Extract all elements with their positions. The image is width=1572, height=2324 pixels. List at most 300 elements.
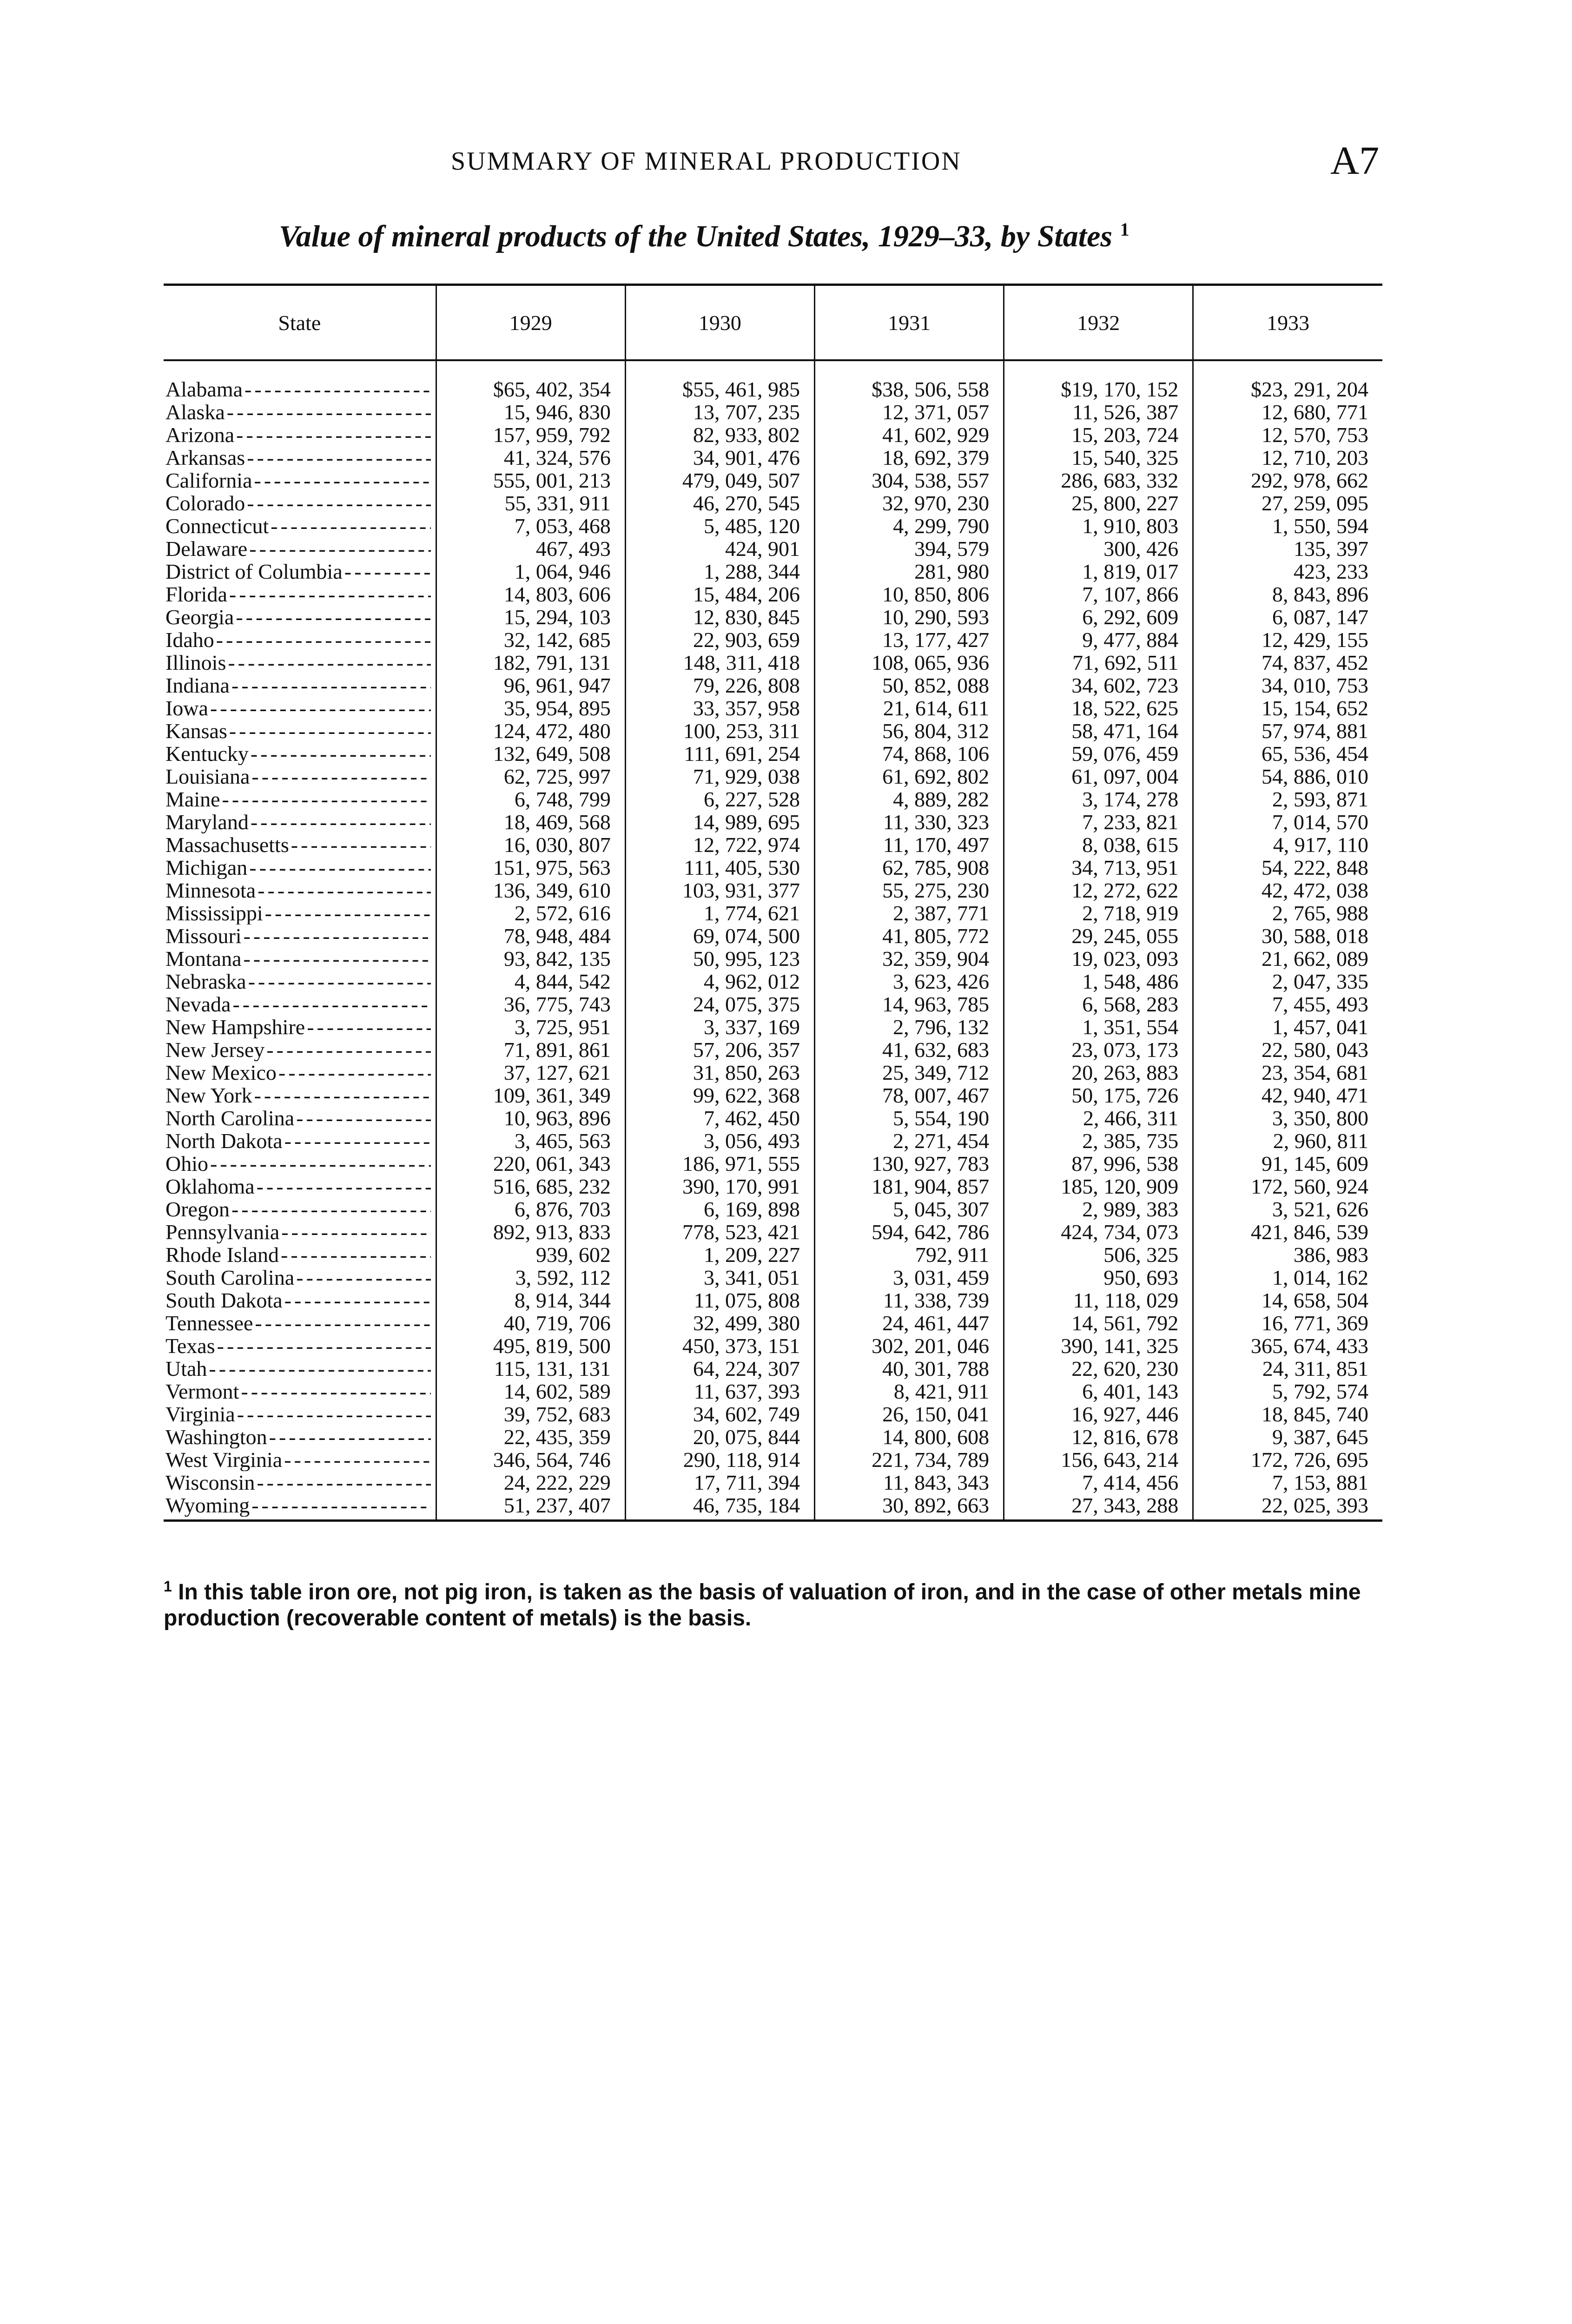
value-cell-1933: 14, 658, 504 (1193, 1289, 1382, 1312)
table-row (164, 537, 1382, 560)
value-cell-1933: 292, 978, 662 (1193, 469, 1382, 492)
column-header-1932: 1932 (1004, 285, 1193, 361)
table-row (164, 720, 1382, 742)
value-cell-1931: 4, 299, 790 (815, 515, 1004, 537)
value-cell-1932: 6, 401, 143 (1004, 1380, 1193, 1403)
state-cell (164, 1380, 436, 1403)
value-cell-1933: 386, 983 (1193, 1243, 1382, 1266)
state-cell (164, 360, 436, 401)
value-cell-1933: 42, 472, 038 (1193, 879, 1382, 902)
value-cell-1931: 302, 201, 046 (815, 1334, 1004, 1357)
value-cell-1931: 41, 602, 929 (815, 423, 1004, 446)
state-cell (164, 1334, 436, 1357)
table-row (164, 1152, 1382, 1175)
column-header-1930: 1930 (625, 285, 814, 361)
state-name: Minnesota (165, 879, 256, 902)
table-body (164, 360, 1382, 1521)
table-container (164, 284, 1382, 1522)
value-cell-1933: 135, 397 (1193, 537, 1382, 560)
footnote-reference: 1 (1120, 219, 1129, 240)
table-row (164, 924, 1382, 947)
table-row (164, 970, 1382, 993)
value-cell-1933: 423, 233 (1193, 560, 1382, 583)
table-row (164, 1312, 1382, 1334)
state-name: Tennessee (165, 1312, 253, 1334)
value-cell-1930: 1, 288, 344 (625, 560, 814, 583)
value-cell-1930: 6, 227, 528 (625, 788, 814, 811)
state-cell (164, 469, 436, 492)
state-cell (164, 879, 436, 902)
value-cell-1932: 27, 343, 288 (1004, 1494, 1193, 1521)
value-cell-1933: 1, 014, 162 (1193, 1266, 1382, 1289)
value-cell-1931: 5, 554, 190 (815, 1107, 1004, 1129)
value-cell-1932: 11, 118, 029 (1004, 1289, 1193, 1312)
value-cell-1932: 34, 602, 723 (1004, 674, 1193, 697)
state-name: Kentucky (165, 742, 249, 765)
value-cell-1933: 3, 521, 626 (1193, 1198, 1382, 1221)
state-name: District of Columbia (165, 560, 343, 583)
value-cell-1932: 2, 466, 311 (1004, 1107, 1193, 1129)
value-cell-1930: 14, 989, 695 (625, 811, 814, 833)
dot-leader (236, 423, 431, 446)
state-name: Illinois (165, 651, 226, 674)
value-cell-1929: 32, 142, 685 (436, 628, 625, 651)
value-cell-1929: 8, 914, 344 (436, 1289, 625, 1312)
value-cell-1929: 2, 572, 616 (436, 902, 625, 924)
value-cell-1931: 3, 031, 459 (815, 1266, 1004, 1289)
value-cell-1932: 25, 800, 227 (1004, 492, 1193, 515)
value-cell-1932: 7, 233, 821 (1004, 811, 1193, 833)
mineral-value-table (164, 284, 1382, 1522)
value-cell-1929: 15, 946, 830 (436, 401, 625, 423)
value-cell-1929: 555, 001, 213 (436, 469, 625, 492)
value-cell-1932: 1, 910, 803 (1004, 515, 1193, 537)
value-cell-1932: 286, 683, 332 (1004, 469, 1193, 492)
state-cell (164, 947, 436, 970)
state-name: Connecticut (165, 515, 269, 537)
value-cell-1929: 115, 131, 131 (436, 1357, 625, 1380)
value-cell-1933: 12, 710, 203 (1193, 446, 1382, 469)
value-cell-1932: 12, 272, 622 (1004, 879, 1193, 902)
table-title (279, 218, 1129, 254)
value-cell-1930: 34, 901, 476 (625, 446, 814, 469)
value-cell-1933: 57, 974, 881 (1193, 720, 1382, 742)
state-cell (164, 833, 436, 856)
value-cell-1932: 9, 477, 884 (1004, 628, 1193, 651)
value-cell-1929: 136, 349, 610 (436, 879, 625, 902)
value-cell-1930: 100, 253, 311 (625, 720, 814, 742)
state-name: Colorado (165, 492, 245, 515)
value-cell-1933: 12, 570, 753 (1193, 423, 1382, 446)
state-cell (164, 1243, 436, 1266)
value-cell-1932: 15, 540, 325 (1004, 446, 1193, 469)
value-cell-1929: 55, 331, 911 (436, 492, 625, 515)
value-cell-1931: 10, 290, 593 (815, 606, 1004, 628)
value-cell-1930: 33, 357, 958 (625, 697, 814, 720)
dot-leader (210, 697, 431, 720)
value-cell-1933: 1, 457, 041 (1193, 1016, 1382, 1038)
dot-leader (271, 515, 430, 537)
value-cell-1930: 11, 637, 393 (625, 1380, 814, 1403)
value-cell-1931: $38, 506, 558 (815, 360, 1004, 401)
value-cell-1929: 36, 775, 743 (436, 993, 625, 1016)
dot-leader (249, 537, 431, 560)
state-name: Delaware (165, 537, 248, 560)
dot-leader (248, 970, 431, 993)
value-cell-1929: 892, 913, 833 (436, 1221, 625, 1243)
value-cell-1931: 3, 623, 426 (815, 970, 1004, 993)
value-cell-1929: 62, 725, 997 (436, 765, 625, 788)
value-cell-1930: 1, 209, 227 (625, 1243, 814, 1266)
value-cell-1932: 7, 107, 866 (1004, 583, 1193, 606)
value-cell-1933: 22, 025, 393 (1193, 1494, 1382, 1521)
value-cell-1931: 181, 904, 857 (815, 1175, 1004, 1198)
value-cell-1929: 24, 222, 229 (436, 1471, 625, 1494)
value-cell-1930: 186, 971, 555 (625, 1152, 814, 1175)
value-cell-1932: 424, 734, 073 (1004, 1221, 1193, 1243)
state-cell (164, 1107, 436, 1129)
value-cell-1931: 32, 359, 904 (815, 947, 1004, 970)
state-cell (164, 970, 436, 993)
state-name: Vermont (165, 1380, 239, 1403)
table-row (164, 1494, 1382, 1521)
value-cell-1932: 12, 816, 678 (1004, 1426, 1193, 1448)
value-cell-1929: 3, 592, 112 (436, 1266, 625, 1289)
column-header-1933: 1933 (1193, 285, 1382, 361)
value-cell-1931: 30, 892, 663 (815, 1494, 1004, 1521)
state-name: New York (165, 1084, 252, 1107)
table-row (164, 515, 1382, 537)
value-cell-1931: 41, 805, 772 (815, 924, 1004, 947)
value-cell-1931: 2, 796, 132 (815, 1016, 1004, 1038)
dot-leader (251, 742, 431, 765)
state-cell (164, 1471, 436, 1494)
table-row (164, 1448, 1382, 1471)
state-cell (164, 1312, 436, 1334)
value-cell-1929: 132, 649, 508 (436, 742, 625, 765)
dot-leader (232, 993, 430, 1016)
state-cell (164, 446, 436, 469)
dot-leader (269, 1426, 431, 1448)
value-cell-1930: 111, 691, 254 (625, 742, 814, 765)
value-cell-1933: 2, 765, 988 (1193, 902, 1382, 924)
value-cell-1931: 2, 387, 771 (815, 902, 1004, 924)
table-title-text: Value of mineral products of the United States, 1929–33, by States (279, 219, 1113, 253)
state-cell (164, 1016, 436, 1038)
value-cell-1932: 87, 996, 538 (1004, 1152, 1193, 1175)
state-name: North Dakota (165, 1129, 283, 1152)
value-cell-1930: 32, 499, 380 (625, 1312, 814, 1334)
state-name: Montana (165, 947, 242, 970)
value-cell-1933: 21, 662, 089 (1193, 947, 1382, 970)
state-cell (164, 537, 436, 560)
value-cell-1931: 594, 642, 786 (815, 1221, 1004, 1243)
value-cell-1933: 2, 047, 335 (1193, 970, 1382, 993)
value-cell-1930: 12, 722, 974 (625, 833, 814, 856)
state-name: Wisconsin (165, 1471, 255, 1494)
table-row (164, 651, 1382, 674)
dot-leader (237, 1403, 431, 1426)
value-cell-1933: 16, 771, 369 (1193, 1312, 1382, 1334)
state-cell (164, 1266, 436, 1289)
value-cell-1932: 3, 174, 278 (1004, 788, 1193, 811)
state-cell (164, 515, 436, 537)
value-cell-1929: 157, 959, 792 (436, 423, 625, 446)
state-cell (164, 1038, 436, 1061)
value-cell-1929: 467, 493 (436, 537, 625, 560)
state-cell (164, 993, 436, 1016)
value-cell-1930: 22, 903, 659 (625, 628, 814, 651)
value-cell-1929: 96, 961, 947 (436, 674, 625, 697)
state-name: Arizona (165, 423, 235, 446)
value-cell-1929: 124, 472, 480 (436, 720, 625, 742)
table-row (164, 993, 1382, 1016)
value-cell-1931: 50, 852, 088 (815, 674, 1004, 697)
value-cell-1929: 40, 719, 706 (436, 1312, 625, 1334)
state-name: Idaho (165, 628, 214, 651)
table-row (164, 742, 1382, 765)
value-cell-1930: 57, 206, 357 (625, 1038, 814, 1061)
value-cell-1929: 3, 725, 951 (436, 1016, 625, 1038)
state-cell (164, 1403, 436, 1426)
value-cell-1933: 34, 010, 753 (1193, 674, 1382, 697)
dot-leader (229, 720, 431, 742)
value-cell-1931: 24, 461, 447 (815, 1312, 1004, 1334)
state-name: Georgia (165, 606, 234, 628)
value-cell-1933: 6, 087, 147 (1193, 606, 1382, 628)
state-cell (164, 1289, 436, 1312)
value-cell-1931: 62, 785, 908 (815, 856, 1004, 879)
value-cell-1929: 41, 324, 576 (436, 446, 625, 469)
state-name: Oklahoma (165, 1175, 255, 1198)
dot-leader (209, 1357, 430, 1380)
value-cell-1932: $19, 170, 152 (1004, 360, 1193, 401)
value-cell-1930: 148, 311, 418 (625, 651, 814, 674)
value-cell-1931: 12, 371, 057 (815, 401, 1004, 423)
state-name: Mississippi (165, 902, 263, 924)
state-name: North Carolina (165, 1107, 295, 1129)
value-cell-1932: 71, 692, 511 (1004, 651, 1193, 674)
state-name: Texas (165, 1334, 215, 1357)
value-cell-1932: 29, 245, 055 (1004, 924, 1193, 947)
table-row (164, 1198, 1382, 1221)
value-cell-1929: 14, 803, 606 (436, 583, 625, 606)
value-cell-1929: 78, 948, 484 (436, 924, 625, 947)
value-cell-1930: 71, 929, 038 (625, 765, 814, 788)
value-cell-1932: 506, 325 (1004, 1243, 1193, 1266)
dot-leader (236, 606, 430, 628)
table-row (164, 1084, 1382, 1107)
value-cell-1932: 1, 548, 486 (1004, 970, 1193, 993)
running-head: SUMMARY OF MINERAL PRODUCTION (451, 147, 962, 176)
dot-leader (255, 1312, 430, 1334)
value-cell-1932: 59, 076, 459 (1004, 742, 1193, 765)
state-cell (164, 628, 436, 651)
state-name: Michigan (165, 856, 248, 879)
value-cell-1933: 2, 593, 871 (1193, 788, 1382, 811)
value-cell-1933: 65, 536, 454 (1193, 742, 1382, 765)
value-cell-1933: 172, 560, 924 (1193, 1175, 1382, 1198)
state-name: New Hampshire (165, 1016, 305, 1038)
state-name: California (165, 469, 252, 492)
dot-leader (247, 492, 431, 515)
table-row (164, 1357, 1382, 1380)
table-row (164, 765, 1382, 788)
state-cell (164, 1084, 436, 1107)
state-cell (164, 1448, 436, 1471)
footnote-mark: 1 (164, 1578, 172, 1595)
value-cell-1931: 25, 349, 712 (815, 1061, 1004, 1084)
table-row (164, 560, 1382, 583)
dot-leader (258, 879, 431, 902)
table-row (164, 1243, 1382, 1266)
state-name: Indiana (165, 674, 230, 697)
value-cell-1929: 109, 361, 349 (436, 1084, 625, 1107)
value-cell-1931: 14, 963, 785 (815, 993, 1004, 1016)
state-name: New Jersey (165, 1038, 265, 1061)
dot-leader (231, 1198, 431, 1221)
value-cell-1932: 2, 385, 735 (1004, 1129, 1193, 1152)
value-cell-1931: 394, 579 (815, 537, 1004, 560)
value-cell-1930: 111, 405, 530 (625, 856, 814, 879)
table-row (164, 1175, 1382, 1198)
state-name: Oregon (165, 1198, 230, 1221)
value-cell-1932: 7, 414, 456 (1004, 1471, 1193, 1494)
table-row (164, 401, 1382, 423)
value-cell-1933: 54, 886, 010 (1193, 765, 1382, 788)
state-name: Wyoming (165, 1494, 250, 1517)
state-name: Louisiana (165, 765, 250, 788)
dot-leader (251, 1494, 431, 1517)
value-cell-1933: $23, 291, 204 (1193, 360, 1382, 401)
value-cell-1930: 103, 931, 377 (625, 879, 814, 902)
state-name: Iowa (165, 697, 208, 720)
value-cell-1930: 11, 075, 808 (625, 1289, 814, 1312)
table-row (164, 1061, 1382, 1084)
value-cell-1932: 23, 073, 173 (1004, 1038, 1193, 1061)
state-cell (164, 492, 436, 515)
value-cell-1932: 8, 038, 615 (1004, 833, 1193, 856)
value-cell-1931: 61, 692, 802 (815, 765, 1004, 788)
state-name: Nevada (165, 993, 231, 1016)
value-cell-1931: 2, 271, 454 (815, 1129, 1004, 1152)
value-cell-1932: 15, 203, 724 (1004, 423, 1193, 446)
value-cell-1931: 221, 734, 789 (815, 1448, 1004, 1471)
state-cell (164, 423, 436, 446)
value-cell-1929: 516, 685, 232 (436, 1175, 625, 1198)
table-row (164, 1129, 1382, 1152)
dot-leader (231, 674, 431, 697)
column-header-state: State (164, 285, 436, 361)
value-cell-1931: 11, 338, 739 (815, 1289, 1004, 1312)
dot-leader (344, 560, 431, 583)
state-name: Pennsylvania (165, 1221, 280, 1243)
value-cell-1931: 26, 150, 041 (815, 1403, 1004, 1426)
value-cell-1932: 14, 561, 792 (1004, 1312, 1193, 1334)
dot-leader (228, 651, 430, 674)
state-cell (164, 674, 436, 697)
value-cell-1932: 61, 097, 004 (1004, 765, 1193, 788)
table-row (164, 583, 1382, 606)
value-cell-1930: 17, 711, 394 (625, 1471, 814, 1494)
value-cell-1931: 130, 927, 783 (815, 1152, 1004, 1175)
value-cell-1931: 11, 170, 497 (815, 833, 1004, 856)
value-cell-1931: 4, 889, 282 (815, 788, 1004, 811)
dot-leader (227, 401, 431, 423)
table-row (164, 469, 1382, 492)
table-row (164, 1221, 1382, 1243)
table-row (164, 1334, 1382, 1357)
table-row (164, 606, 1382, 628)
value-cell-1930: 79, 226, 808 (625, 674, 814, 697)
value-cell-1930: 5, 485, 120 (625, 515, 814, 537)
value-cell-1933: 4, 917, 110 (1193, 833, 1382, 856)
value-cell-1929: 6, 876, 703 (436, 1198, 625, 1221)
value-cell-1933: 12, 680, 771 (1193, 401, 1382, 423)
value-cell-1932: 50, 175, 726 (1004, 1084, 1193, 1107)
value-cell-1929: 37, 127, 621 (436, 1061, 625, 1084)
value-cell-1930: 6, 169, 898 (625, 1198, 814, 1221)
dot-leader (296, 1266, 430, 1289)
state-name: Arkansas (165, 446, 245, 469)
state-cell (164, 765, 436, 788)
value-cell-1932: 390, 141, 325 (1004, 1334, 1193, 1357)
value-cell-1930: 64, 224, 307 (625, 1357, 814, 1380)
state-name: Massachusetts (165, 833, 289, 856)
value-cell-1930: 46, 270, 545 (625, 492, 814, 515)
value-cell-1933: 7, 153, 881 (1193, 1471, 1382, 1494)
value-cell-1929: $65, 402, 354 (436, 360, 625, 401)
state-cell (164, 1129, 436, 1152)
value-cell-1931: 40, 301, 788 (815, 1357, 1004, 1380)
dot-leader (266, 1038, 430, 1061)
value-cell-1931: 108, 065, 936 (815, 651, 1004, 674)
dot-leader (244, 924, 431, 947)
value-cell-1931: 41, 632, 683 (815, 1038, 1004, 1061)
state-name: Missouri (165, 924, 242, 947)
dot-leader (241, 1380, 430, 1403)
state-cell (164, 902, 436, 924)
state-name: New Mexico (165, 1061, 277, 1084)
value-cell-1930: 46, 735, 184 (625, 1494, 814, 1521)
table-row (164, 697, 1382, 720)
value-cell-1933: 7, 455, 493 (1193, 993, 1382, 1016)
state-cell (164, 1152, 436, 1175)
footnote (164, 1573, 1386, 1631)
dot-leader (222, 788, 431, 811)
dot-leader (229, 583, 431, 606)
state-cell (164, 788, 436, 811)
table-row (164, 1380, 1382, 1403)
value-cell-1930: 50, 995, 123 (625, 947, 814, 970)
state-cell (164, 1221, 436, 1243)
table-row (164, 1289, 1382, 1312)
table-row (164, 1038, 1382, 1061)
value-cell-1932: 11, 526, 387 (1004, 401, 1193, 423)
state-name: Maryland (165, 811, 249, 833)
dot-leader (284, 1448, 431, 1471)
state-cell (164, 697, 436, 720)
state-cell (164, 1426, 436, 1448)
table-row (164, 902, 1382, 924)
value-cell-1931: 78, 007, 467 (815, 1084, 1004, 1107)
value-cell-1930: 31, 850, 263 (625, 1061, 814, 1084)
value-cell-1931: 13, 177, 427 (815, 628, 1004, 651)
value-cell-1933: 91, 145, 609 (1193, 1152, 1382, 1175)
value-cell-1932: 1, 819, 017 (1004, 560, 1193, 583)
value-cell-1931: 56, 804, 312 (815, 720, 1004, 742)
value-cell-1930: 7, 462, 450 (625, 1107, 814, 1129)
